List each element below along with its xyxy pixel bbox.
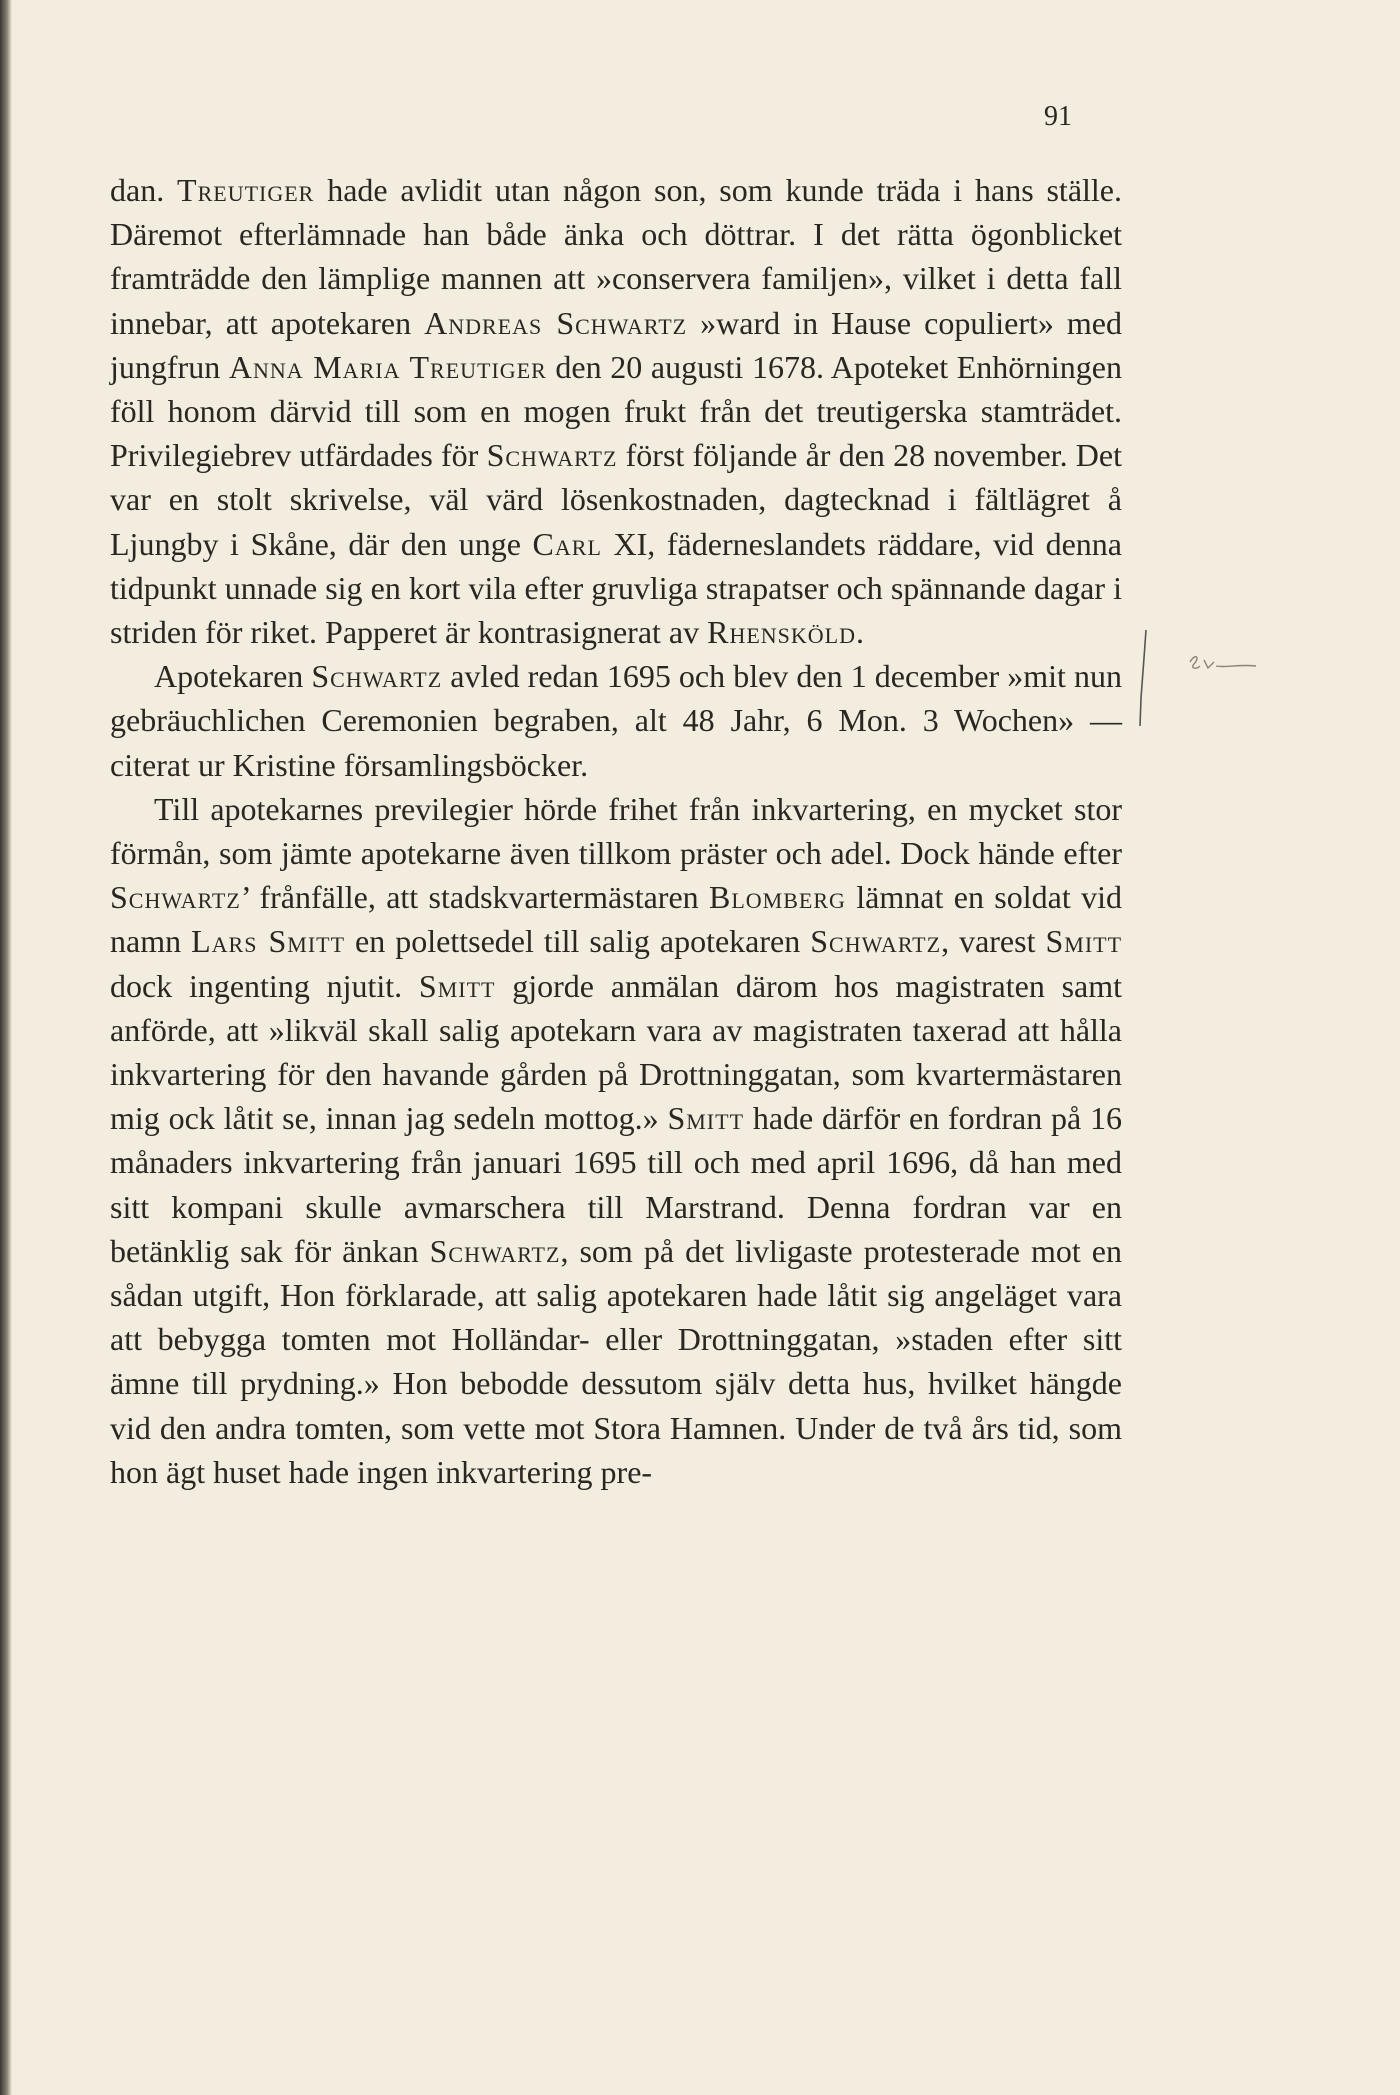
page-number: 91: [1044, 101, 1072, 132]
text-run: hade därför en fordran på 16 månaders inkvartering från januari 1695 till och med april 1696, då han med sitt kompani skulle avmarschera till Marstrand. Denna fordran var en betänklig sak för änkan: [110, 1100, 1122, 1269]
text-run: först följande år den 28 november. Det var en stolt skrivelse, väl värd lösenkostnaden, dagtecknad i fältlägret å Ljungby i Skåne, där den unge: [110, 437, 1123, 562]
name-smallcaps: Schwartz: [311, 658, 443, 695]
text-run: .: [856, 614, 865, 651]
margin-handwritten-annotation: [1186, 648, 1266, 688]
text-run: lämnat en soldat vid namn: [110, 879, 1122, 960]
text-run: avled redan 1695 och blev den 1 december »mit nun gebräuchlichen Ceremonien begraben, alt 48 Jahr, 6 Mon. 3 Wochen» — citerat ur Kristine församlingsböcker.: [110, 658, 1122, 783]
text-run: , varest: [941, 923, 1046, 960]
text-run: en polettsedel till salig apotekaren: [345, 923, 811, 960]
paragraph: [110, 787, 1122, 1494]
name-smallcaps: Smitt: [1045, 923, 1123, 960]
text-run: dan.: [110, 172, 178, 208]
name-smallcaps: Carl: [532, 525, 602, 562]
name-smallcaps: Smitt: [418, 967, 496, 1004]
text-run: gjorde anmälan därom hos magistraten samt anförde, att »likväl skall salig apotekarn vara av magistraten taxerad att hålla inkvartering för den havande gården på Drottninggatan, som kvartermästaren mig ock låtit se, innan jag sedeln mottog.»: [110, 967, 1123, 1137]
body-text: [110, 168, 1122, 1494]
name-smallcaps: Schwartz: [429, 1232, 561, 1269]
name-smallcaps: Lars Smitt: [191, 923, 346, 960]
text-run: »ward in Hause copuliert» med jungfrun: [110, 304, 1123, 385]
text-run: Till apotekarnes previlegier hörde frihet från inkvartering, en mycket stor förmån, som jämte apotekarne även tillkom präster och adel. Dock hände efter: [110, 790, 1122, 872]
name-smallcaps: Smitt: [667, 1100, 745, 1137]
text-run: den 20 augusti 1678. Apoteket Enhörningen föll honom därvid till som en mogen frukt från det treutigerska stamträdet. Privilegiebrev utfärdades för: [110, 348, 1123, 474]
name-smallcaps: Anna Maria Treutiger: [228, 348, 547, 385]
text-run: dock ingenting njutit.: [110, 967, 419, 1004]
name-smallcaps: Schwartz: [110, 879, 241, 916]
name-smallcaps: Schwartz: [486, 437, 618, 474]
text-run: ’ frånfälle, att stadskvartermästaren: [240, 879, 710, 916]
name-smallcaps: Blomberg: [709, 879, 846, 916]
name-smallcaps: Schwartz: [810, 923, 942, 960]
paragraph: [110, 654, 1122, 787]
text-run: hade avlidit utan någon son, som kunde träda i hans ställe. Däremot efterlämnade han både änka och döttrar. I det rätta ögonblicket framträdde den lämplige mannen att »conservera familjen», vilket i detta fall innebar, att apotekaren: [110, 172, 1123, 341]
text-run: XI, fäderneslandets räddare, vid denna tidpunkt unnade sig en kort vila efter gruvliga strapatser och spännande dagar i striden för riket. Papperet är kontrasignerat av: [110, 525, 1123, 651]
paragraph: [110, 168, 1122, 654]
name-smallcaps: Rhensköld: [707, 614, 857, 651]
margin-pencil-mark: [1138, 628, 1150, 728]
name-smallcaps: Andreas Schwartz: [424, 304, 688, 341]
page-edge-shadow: [0, 0, 12, 2095]
name-smallcaps: Treutiger: [177, 172, 315, 208]
text-run: , som på det livligaste protesterade mot en sådan utgift, Hon förklarade, att salig apotekaren hade låtit sig angeläget vara att bebygga tomten mot Holländar- eller Drottninggatan, »staden efter sitt ämne till prydning.» Hon bebodde dessutom själv detta hus, hvilket hängde vid den andra tomten, som vette mot Stora Hamnen. Under de två års tid, som hon ägt huset hade ingen inkvartering pre-: [110, 1232, 1123, 1490]
text-run: Apotekaren: [154, 658, 312, 695]
